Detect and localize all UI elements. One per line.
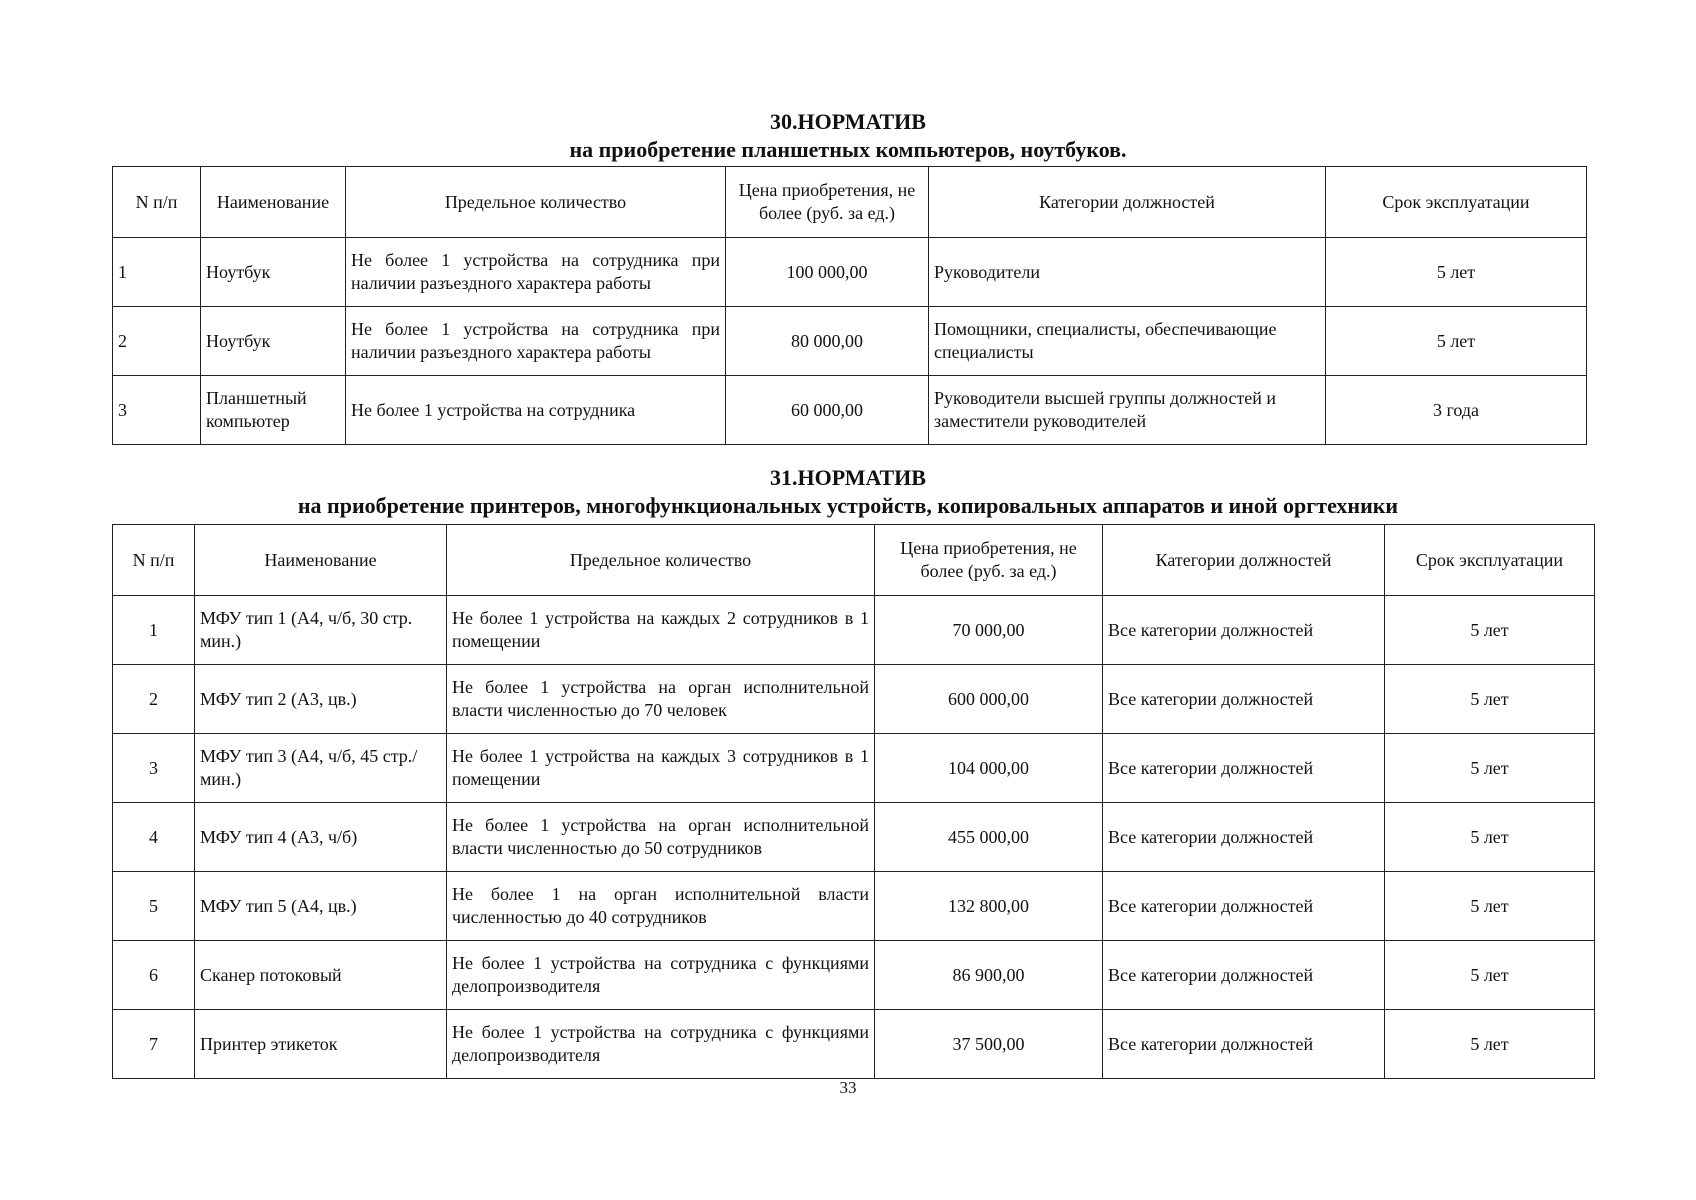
cell-quantity: Не более 1 устройства на сотрудника при наличии разъездного характера работы xyxy=(346,307,726,376)
table-header-row xyxy=(113,525,1595,596)
table-row xyxy=(113,941,1595,1010)
table-row xyxy=(113,665,1595,734)
section-30-heading xyxy=(0,108,1696,164)
table-header-row xyxy=(113,167,1587,238)
cell-number: 6 xyxy=(113,941,195,1010)
table-row xyxy=(113,596,1595,665)
cell-number: 7 xyxy=(113,1010,195,1079)
cell-category: Все категории должностей xyxy=(1103,803,1385,872)
cell-number: 4 xyxy=(113,803,195,872)
cell-number: 1 xyxy=(113,238,201,307)
table-row xyxy=(113,376,1587,445)
header-price: Цена приобретения, не более (руб. за ед.) xyxy=(726,167,929,238)
cell-quantity: Не более 1 устройства на каждых 2 сотрудников в 1 помещении xyxy=(447,596,875,665)
cell-term: 5 лет xyxy=(1326,307,1587,376)
cell-category: Руководители xyxy=(929,238,1326,307)
cell-term: 5 лет xyxy=(1385,803,1595,872)
section-30-number: 30.НОРМАТИВ xyxy=(770,109,926,134)
cell-term: 5 лет xyxy=(1326,238,1587,307)
header-name: Наименование xyxy=(201,167,346,238)
header-number: N п/п xyxy=(113,525,195,596)
table-30 xyxy=(112,166,1587,445)
cell-category: Помощники, специалисты, обеспечивающие специалисты xyxy=(929,307,1326,376)
cell-number: 3 xyxy=(113,734,195,803)
cell-number: 3 xyxy=(113,376,201,445)
header-category: Категории должностей xyxy=(1103,525,1385,596)
cell-number: 1 xyxy=(113,596,195,665)
cell-category: Все категории должностей xyxy=(1103,596,1385,665)
cell-price: 100 000,00 xyxy=(726,238,929,307)
section-31-number: 31.НОРМАТИВ xyxy=(770,465,926,490)
header-quantity: Предельное количество xyxy=(346,167,726,238)
cell-quantity: Не более 1 устройства на орган исполнительной власти численностью до 50 сотрудников xyxy=(447,803,875,872)
cell-price: 70 000,00 xyxy=(875,596,1103,665)
header-quantity: Предельное количество xyxy=(447,525,875,596)
cell-name: МФУ тип 3 (А4, ч/б, 45 стр./мин.) xyxy=(195,734,447,803)
cell-name: МФУ тип 1 (А4, ч/б, 30 стр. мин.) xyxy=(195,596,447,665)
table-row xyxy=(113,803,1595,872)
cell-name: МФУ тип 4 (А3, ч/б) xyxy=(195,803,447,872)
header-term: Срок эксплуатации xyxy=(1385,525,1595,596)
cell-name: МФУ тип 2 (А3, цв.) xyxy=(195,665,447,734)
table-row xyxy=(113,307,1587,376)
cell-name: Планшетный компьютер xyxy=(201,376,346,445)
cell-term: 5 лет xyxy=(1385,872,1595,941)
table-row xyxy=(113,872,1595,941)
cell-name: МФУ тип 5 (А4, цв.) xyxy=(195,872,447,941)
cell-price: 37 500,00 xyxy=(875,1010,1103,1079)
cell-category: Все категории должностей xyxy=(1103,941,1385,1010)
table-31 xyxy=(112,524,1595,1079)
cell-price: 132 800,00 xyxy=(875,872,1103,941)
section-31-subtitle: на приобретение принтеров, многофункциональных устройств, копировальных аппаратов и иной оргтехники xyxy=(297,493,1399,518)
cell-term: 5 лет xyxy=(1385,734,1595,803)
header-term: Срок эксплуатации xyxy=(1326,167,1587,238)
cell-name: Ноутбук xyxy=(201,307,346,376)
header-name: Наименование xyxy=(195,525,447,596)
cell-price: 455 000,00 xyxy=(875,803,1103,872)
cell-name: Принтер этикеток xyxy=(195,1010,447,1079)
cell-category: Все категории должностей xyxy=(1103,1010,1385,1079)
cell-term: 5 лет xyxy=(1385,596,1595,665)
cell-name: Сканер потоковый xyxy=(195,941,447,1010)
section-31-heading xyxy=(0,464,1696,520)
cell-price: 80 000,00 xyxy=(726,307,929,376)
cell-term: 5 лет xyxy=(1385,1010,1595,1079)
cell-category: Все категории должностей xyxy=(1103,665,1385,734)
table-row xyxy=(113,238,1587,307)
cell-number: 2 xyxy=(113,665,195,734)
cell-price: 60 000,00 xyxy=(726,376,929,445)
cell-quantity: Не более 1 устройства на сотрудника xyxy=(346,376,726,445)
table-row xyxy=(113,1010,1595,1079)
header-price: Цена приобретения, не более (руб. за ед.) xyxy=(875,525,1103,596)
cell-category: Руководители высшей группы должностей и заместители руководителей xyxy=(929,376,1326,445)
header-number: N п/п xyxy=(113,167,201,238)
table-row xyxy=(113,734,1595,803)
page-number: 33 xyxy=(839,1078,857,1097)
cell-term: 3 года xyxy=(1326,376,1587,445)
cell-price: 600 000,00 xyxy=(875,665,1103,734)
cell-quantity: Не более 1 устройства на сотрудника с функциями делопроизводителя xyxy=(447,1010,875,1079)
cell-number: 2 xyxy=(113,307,201,376)
cell-quantity: Не более 1 устройства на сотрудника с функциями делопроизводителя xyxy=(447,941,875,1010)
cell-term: 5 лет xyxy=(1385,665,1595,734)
section-30-subtitle: на приобретение планшетных компьютеров, ноутбуков. xyxy=(569,137,1127,162)
cell-quantity: Не более 1 устройства на сотрудника при наличии разъездного характера работы xyxy=(346,238,726,307)
cell-category: Все категории должностей xyxy=(1103,734,1385,803)
cell-quantity: Не более 1 устройства на каждых 3 сотрудников в 1 помещении xyxy=(447,734,875,803)
header-category: Категории должностей xyxy=(929,167,1326,238)
cell-number: 5 xyxy=(113,872,195,941)
cell-category: Все категории должностей xyxy=(1103,872,1385,941)
cell-quantity: Не более 1 устройства на орган исполнительной власти численностью до 70 человек xyxy=(447,665,875,734)
cell-name: Ноутбук xyxy=(201,238,346,307)
cell-term: 5 лет xyxy=(1385,941,1595,1010)
cell-quantity: Не более 1 на орган исполнительной власти численностью до 40 сотрудников xyxy=(447,872,875,941)
cell-price: 86 900,00 xyxy=(875,941,1103,1010)
cell-price: 104 000,00 xyxy=(875,734,1103,803)
